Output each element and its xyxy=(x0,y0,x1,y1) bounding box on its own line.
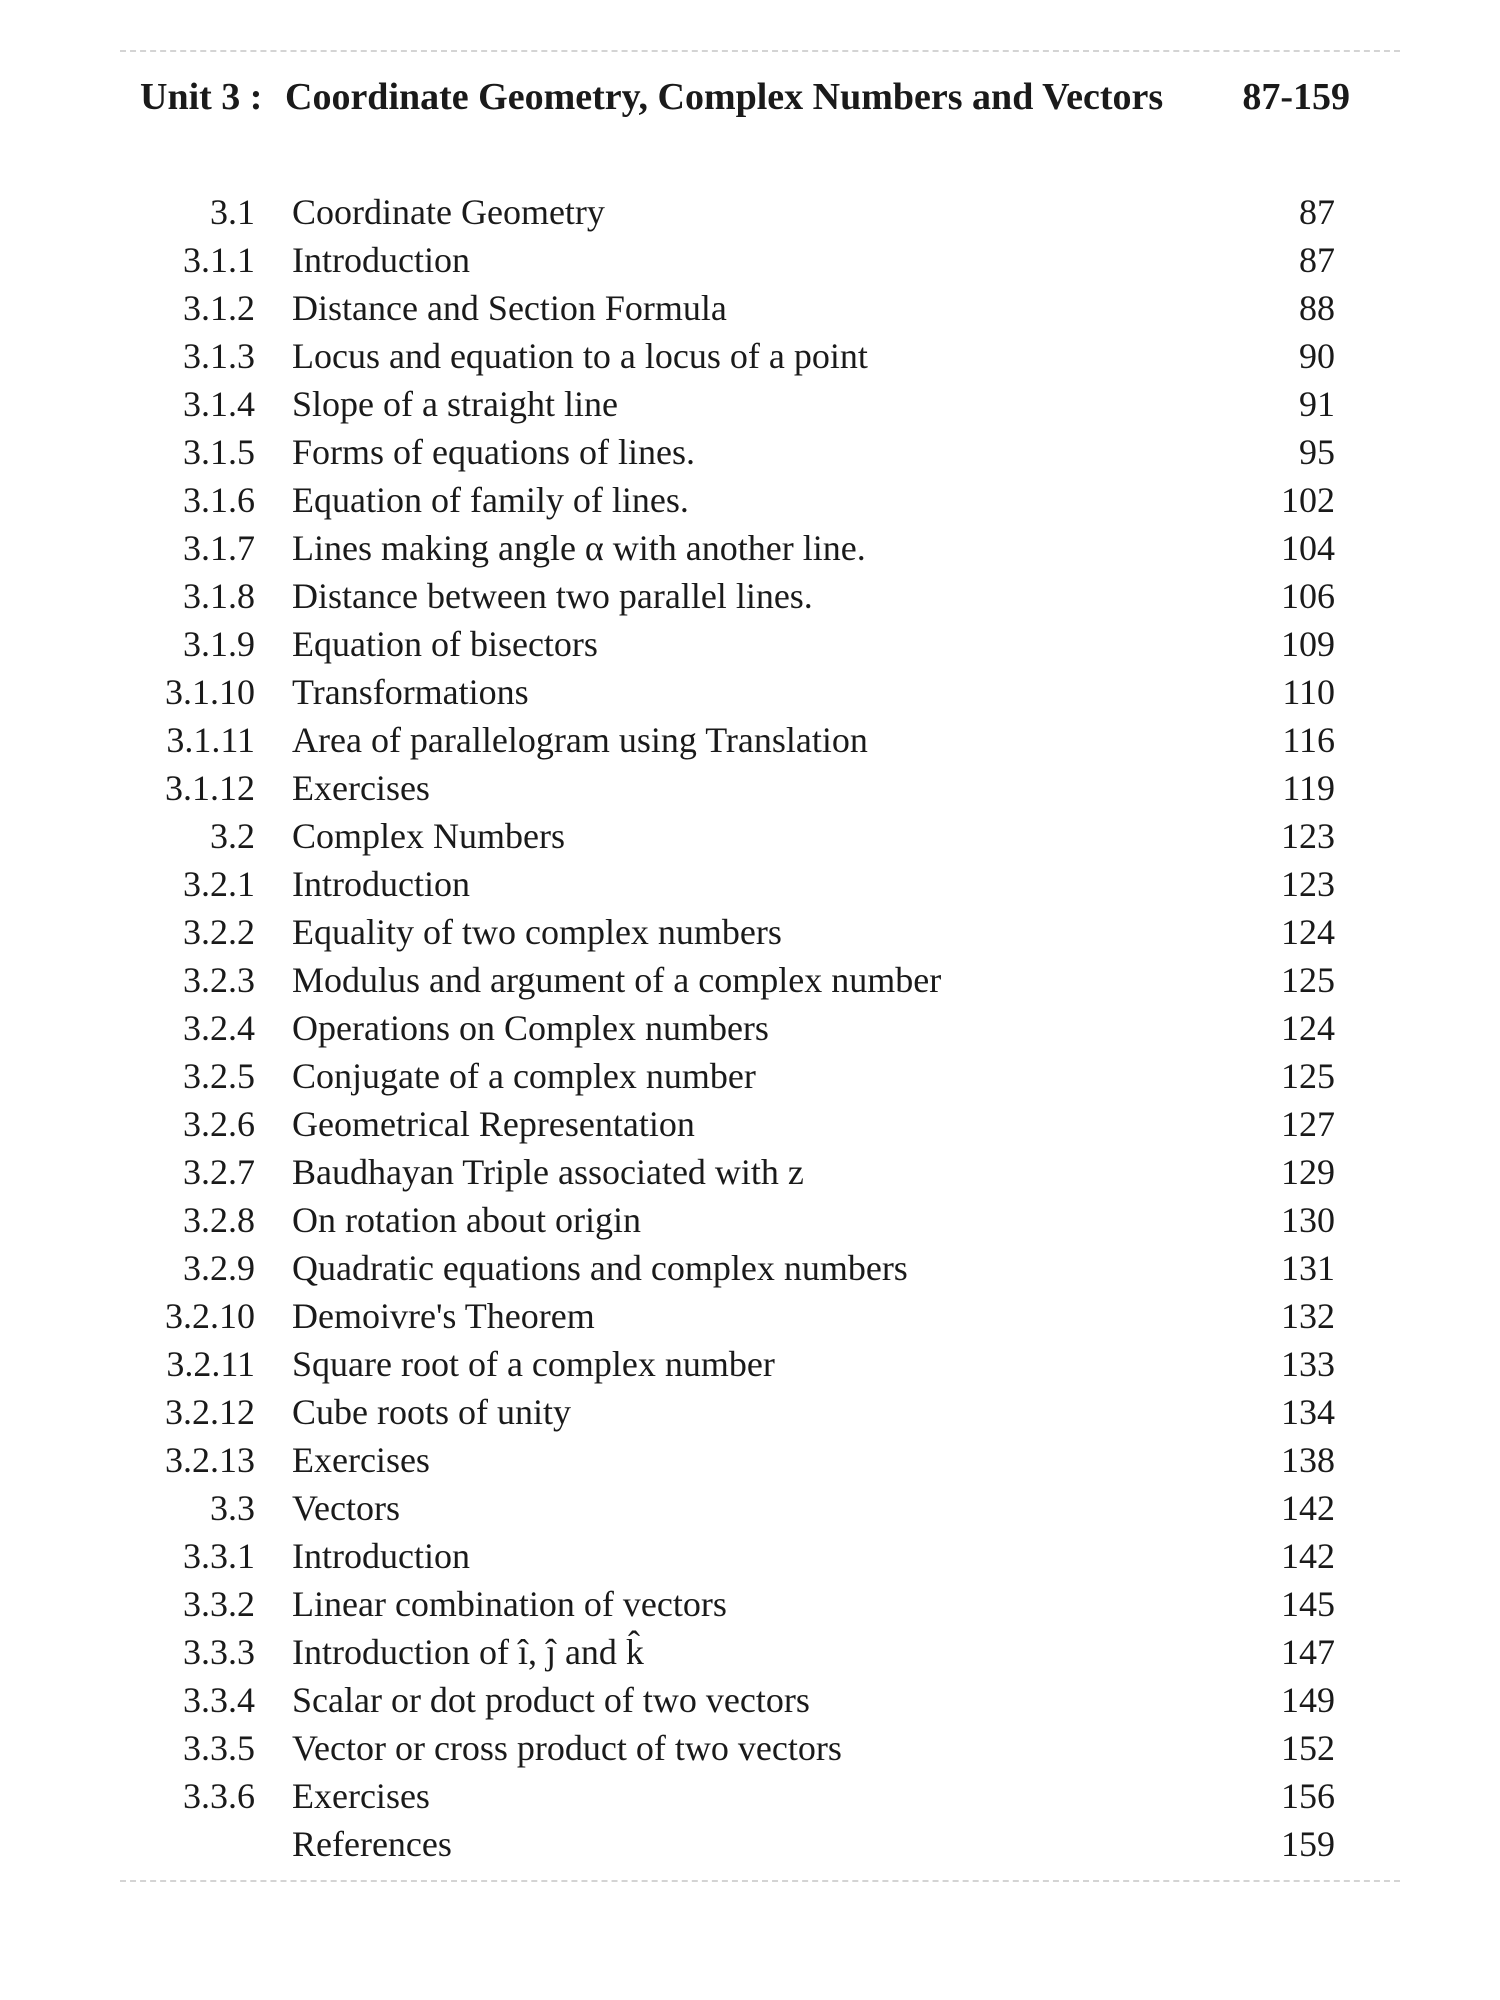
page-number: 125 xyxy=(1281,960,1335,1000)
page-number: 90 xyxy=(1299,336,1335,376)
toc-entry xyxy=(0,332,1500,380)
section-number: 3.3 xyxy=(210,1488,255,1528)
toc-entry xyxy=(0,1340,1500,1388)
toc-entry xyxy=(0,1484,1500,1532)
section-number: 3.2 xyxy=(210,816,255,856)
page-number: 133 xyxy=(1281,1344,1335,1384)
toc-entry xyxy=(0,1580,1500,1628)
section-title: Introduction xyxy=(292,1536,470,1576)
page-number: 152 xyxy=(1281,1728,1335,1768)
section-title: Slope of a straight line xyxy=(292,384,618,424)
section-title: Conjugate of a complex number xyxy=(292,1056,756,1096)
section-number: 3.3.4 xyxy=(183,1680,255,1720)
section-number: 3.3.6 xyxy=(183,1776,255,1816)
section-number: 3.1.3 xyxy=(183,336,255,376)
page-number: 132 xyxy=(1281,1296,1335,1336)
page-number: 106 xyxy=(1281,576,1335,616)
toc-entry xyxy=(0,1676,1500,1724)
section-title: Exercises xyxy=(292,1440,430,1480)
section-title: Modulus and argument of a complex number xyxy=(292,960,942,1000)
toc-entry xyxy=(0,1820,1500,1868)
table-of-contents xyxy=(0,188,1500,1868)
page-number: 124 xyxy=(1281,912,1335,952)
section-title: Vectors xyxy=(292,1488,400,1528)
section-title: Baudhayan Triple associated with z xyxy=(292,1152,804,1192)
section-number: 3.1.8 xyxy=(183,576,255,616)
toc-entry xyxy=(0,860,1500,908)
section-number: 3.1.11 xyxy=(166,720,255,760)
section-title: Introduction of î, ĵ and k̂ xyxy=(292,1632,644,1672)
section-number: 3.1 xyxy=(210,192,255,232)
section-number: 3.2.7 xyxy=(183,1152,255,1192)
section-number: 3.2.10 xyxy=(165,1296,255,1336)
section-number: 3.3.2 xyxy=(183,1584,255,1624)
section-title: Locus and equation to a locus of a point xyxy=(292,336,868,376)
section-title: Transformations xyxy=(292,672,529,712)
toc-entry xyxy=(0,1004,1500,1052)
page-number: 147 xyxy=(1281,1632,1335,1672)
page-number: 87 xyxy=(1299,192,1335,232)
toc-entry xyxy=(0,668,1500,716)
page-number: 142 xyxy=(1281,1488,1335,1528)
section-number: 3.2.11 xyxy=(166,1344,255,1384)
page-number: 110 xyxy=(1282,672,1335,712)
toc-entry xyxy=(0,428,1500,476)
page-number: 127 xyxy=(1281,1104,1335,1144)
section-title: Equation of family of lines. xyxy=(292,480,689,520)
page-number: 125 xyxy=(1281,1056,1335,1096)
section-title: Complex Numbers xyxy=(292,816,565,856)
section-title: On rotation about origin xyxy=(292,1200,641,1240)
section-title: Linear combination of vectors xyxy=(292,1584,727,1624)
toc-entry xyxy=(0,1772,1500,1820)
page-number: 149 xyxy=(1281,1680,1335,1720)
section-number: 3.1.12 xyxy=(165,768,255,808)
page-number: 130 xyxy=(1281,1200,1335,1240)
toc-entry xyxy=(0,620,1500,668)
toc-entry xyxy=(0,1628,1500,1676)
section-number: 3.2.2 xyxy=(183,912,255,952)
section-title: Operations on Complex numbers xyxy=(292,1008,769,1048)
page-number: 88 xyxy=(1299,288,1335,328)
toc-entry xyxy=(0,1292,1500,1340)
page-number: 87 xyxy=(1299,240,1335,280)
section-number: 3.1.7 xyxy=(183,528,255,568)
unit-label: Unit 3 : xyxy=(140,76,263,118)
section-number: 3.2.4 xyxy=(183,1008,255,1048)
section-title: Coordinate Geometry xyxy=(292,192,605,232)
section-number: 3.3.5 xyxy=(183,1728,255,1768)
page-number: 142 xyxy=(1281,1536,1335,1576)
toc-entry xyxy=(0,1532,1500,1580)
section-title: Quadratic equations and complex numbers xyxy=(292,1248,908,1288)
section-number: 3.1.4 xyxy=(183,384,255,424)
toc-entry xyxy=(0,956,1500,1004)
section-number: 3.3.3 xyxy=(183,1632,255,1672)
page-number: 109 xyxy=(1281,624,1335,664)
toc-entry xyxy=(0,1724,1500,1772)
section-title: Demoivre's Theorem xyxy=(292,1296,595,1336)
section-title: References xyxy=(292,1824,452,1864)
section-title: Cube roots of unity xyxy=(292,1392,571,1432)
section-title: Area of parallelogram using Translation xyxy=(292,720,868,760)
section-number: 3.2.3 xyxy=(183,960,255,1000)
section-title: Geometrical Representation xyxy=(292,1104,695,1144)
page-number: 91 xyxy=(1299,384,1335,424)
toc-entry xyxy=(0,572,1500,620)
section-number: 3.1.2 xyxy=(183,288,255,328)
section-number: 3.1.5 xyxy=(183,432,255,472)
section-number: 3.2.12 xyxy=(165,1392,255,1432)
section-number: 3.2.6 xyxy=(183,1104,255,1144)
toc-entry xyxy=(0,1100,1500,1148)
section-title: Distance between two parallel lines. xyxy=(292,576,813,616)
toc-entry xyxy=(0,524,1500,572)
section-title: Distance and Section Formula xyxy=(292,288,727,328)
page-number: 131 xyxy=(1281,1248,1335,1288)
unit-title: Coordinate Geometry, Complex Numbers and Vectors xyxy=(285,76,1164,118)
page-number: 116 xyxy=(1282,720,1335,760)
bottom-divider xyxy=(120,1880,1400,1882)
page-number: 134 xyxy=(1281,1392,1335,1432)
page-number: 156 xyxy=(1281,1776,1335,1816)
section-title: Square root of a complex number xyxy=(292,1344,775,1384)
toc-entry xyxy=(0,188,1500,236)
section-title: Equation of bisectors xyxy=(292,624,598,664)
page-number: 124 xyxy=(1281,1008,1335,1048)
section-number: 3.1.9 xyxy=(183,624,255,664)
toc-entry xyxy=(0,284,1500,332)
section-title: Lines making angle α with another line. xyxy=(292,528,866,568)
toc-entry xyxy=(0,1148,1500,1196)
page-number: 119 xyxy=(1282,768,1335,808)
section-number: 3.2.1 xyxy=(183,864,255,904)
toc-entry xyxy=(0,1388,1500,1436)
section-title: Forms of equations of lines. xyxy=(292,432,695,472)
page-number: 102 xyxy=(1281,480,1335,520)
top-divider xyxy=(120,50,1400,52)
section-number: 3.1.1 xyxy=(183,240,255,280)
section-number: 3.1.10 xyxy=(165,672,255,712)
section-title: Exercises xyxy=(292,1776,430,1816)
toc-entry xyxy=(0,236,1500,284)
section-number: 3.3.1 xyxy=(183,1536,255,1576)
section-number: 3.2.5 xyxy=(183,1056,255,1096)
page-number: 159 xyxy=(1281,1824,1335,1864)
section-title: Scalar or dot product of two vectors xyxy=(292,1680,810,1720)
section-title: Introduction xyxy=(292,864,470,904)
page-number: 95 xyxy=(1299,432,1335,472)
toc-entry xyxy=(0,908,1500,956)
section-number: 3.2.13 xyxy=(165,1440,255,1480)
toc-entry xyxy=(0,476,1500,524)
unit-page-range: 87-159 xyxy=(1242,76,1350,118)
page-number: 123 xyxy=(1281,864,1335,904)
toc-entry xyxy=(0,1244,1500,1292)
toc-entry xyxy=(0,812,1500,860)
section-title: Vector or cross product of two vectors xyxy=(292,1728,842,1768)
toc-entry xyxy=(0,1052,1500,1100)
toc-entry xyxy=(0,1436,1500,1484)
page-number: 123 xyxy=(1281,816,1335,856)
section-number: 3.2.9 xyxy=(183,1248,255,1288)
section-number: 3.2.8 xyxy=(183,1200,255,1240)
toc-entry xyxy=(0,380,1500,428)
toc-entry xyxy=(0,716,1500,764)
toc-entry xyxy=(0,764,1500,812)
section-title: Equality of two complex numbers xyxy=(292,912,782,952)
page-number: 138 xyxy=(1281,1440,1335,1480)
page-number: 145 xyxy=(1281,1584,1335,1624)
section-title: Exercises xyxy=(292,768,430,808)
page-number: 104 xyxy=(1281,528,1335,568)
section-title: Introduction xyxy=(292,240,470,280)
page-number: 129 xyxy=(1281,1152,1335,1192)
section-number: 3.1.6 xyxy=(183,480,255,520)
toc-entry xyxy=(0,1196,1500,1244)
